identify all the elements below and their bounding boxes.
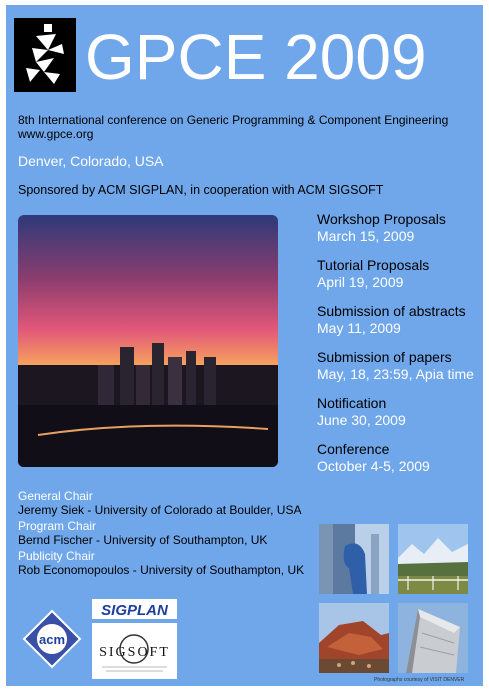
chair-role: General Chair	[18, 489, 93, 503]
chair-role: Program Chair	[18, 519, 97, 533]
mountain-meadow-photo	[398, 524, 468, 594]
date-item	[317, 441, 474, 475]
date-item	[317, 303, 474, 337]
organizers	[18, 489, 304, 579]
date-item	[317, 211, 474, 245]
gpce-logo	[14, 18, 76, 92]
sigplan-text: SIGPLAN	[101, 602, 168, 619]
chair-role: Publicity Chair	[18, 549, 95, 563]
date-label: Submission of abstracts	[317, 303, 466, 319]
date-item	[317, 349, 474, 383]
sigsoft-text: SIGSOFT	[99, 645, 170, 660]
photo-credit: Photographs courtesy of VISIT DENVER	[374, 677, 465, 683]
date-label: Notification	[317, 395, 387, 411]
date-value: May 11, 2009	[317, 320, 401, 336]
conference-full-name: 8th International conference on Generic Programming & Component Engineering	[18, 113, 449, 127]
location: Denver, Colorado, USA	[18, 153, 164, 169]
tangram-figure-icon	[14, 18, 76, 92]
poster	[6, 5, 483, 686]
sigplan-wordmark	[92, 599, 177, 619]
date-value: October 4-5, 2009	[317, 458, 430, 474]
sigplan-logo	[92, 599, 177, 619]
date-value: April 19, 2009	[317, 274, 404, 290]
important-dates	[317, 211, 474, 487]
acm-diamond-icon	[22, 609, 82, 669]
chair-name: Jeremy Siek - University of Colorado at Boulder, USA	[18, 503, 302, 517]
date-value: March 15, 2009	[317, 228, 415, 244]
date-label: Tutorial Proposals	[317, 257, 430, 273]
date-value: June 30, 2009	[317, 412, 406, 428]
sponsorship: Sponsored by ACM SIGPLAN, in cooperation with ACM SIGSOFT	[18, 183, 384, 197]
date-item	[317, 257, 474, 291]
website-link[interactable]: www.gpce.org	[18, 127, 94, 141]
chair-name: Rob Economopoulos - University of Southampton, UK	[18, 563, 305, 577]
acm-logo-text: acm	[38, 632, 66, 647]
chair-name: Bernd Fischer - University of Southampton, UK	[18, 533, 268, 547]
date-label: Conference	[317, 441, 390, 457]
denver-skyline-photo	[18, 215, 278, 467]
sigsoft-logo	[92, 623, 177, 679]
date-label: Workshop Proposals	[317, 211, 446, 227]
date-value: May, 18, 23:59, Apia time	[317, 366, 474, 382]
date-item	[317, 395, 474, 429]
red-rocks-photo	[319, 603, 389, 673]
sigsoft-wordmark	[92, 623, 177, 679]
date-label: Submission of papers	[317, 349, 452, 365]
museum-building-photo	[398, 603, 468, 673]
page-title: GPCE 2009	[85, 21, 427, 93]
acm-logo	[22, 609, 82, 669]
sculpture-photo	[319, 524, 389, 594]
skyline-image	[18, 215, 278, 467]
